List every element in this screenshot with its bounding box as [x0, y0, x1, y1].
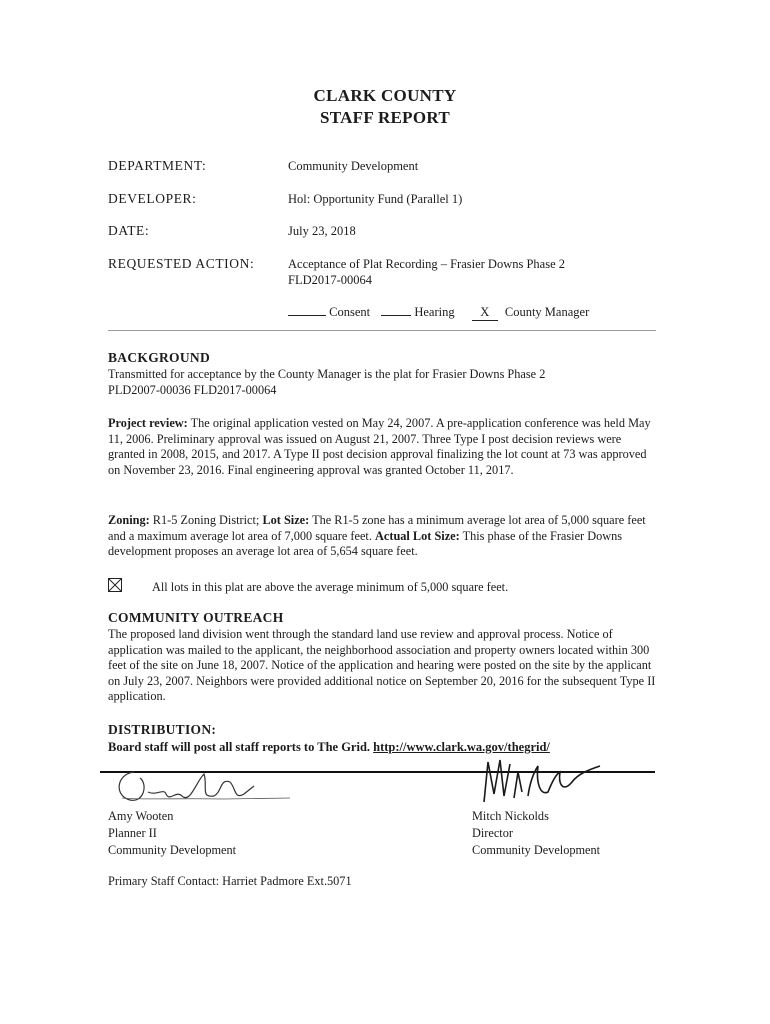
amy-wooten-signature: [104, 752, 294, 812]
actual-lot-size-label: Actual Lot Size:: [375, 528, 460, 543]
zoning-district: R1-5 Zoning District;: [152, 513, 260, 527]
department-label: DEPARTMENT:: [108, 158, 207, 173]
right-signatory: [472, 808, 600, 859]
hearing-option: Hearing: [414, 305, 455, 319]
right-signatory-title: Director: [472, 826, 513, 840]
project-review-text: The original application vested on May 24, 2007. A pre-application conference was held May 11, 2006. Preliminary approval was issued on August 21, 2007. Three Type I post decision reviews were granted in 2008, 2015, and 2017. A Type II post decision approval finalizing the lot count at 73 was approved on November 23, 2016. Final engineering approval was granted October 11, 2017.: [108, 416, 651, 477]
distribution-heading: DISTRIBUTION:: [108, 722, 217, 737]
zoning-label: Zoning:: [108, 513, 150, 527]
background-text: [108, 367, 656, 398]
date-label: DATE:: [108, 223, 150, 238]
distribution-note: Board staff will post all staff reports to The Grid.: [108, 740, 371, 754]
primary-staff-contact: Primary Staff Contact: Harriet Padmore Ext.5071: [108, 874, 352, 888]
requested-action-value: Acceptance of Plat Recording – Frasier Downs Phase 2: [288, 257, 566, 271]
section-divider: [108, 330, 656, 331]
action-options: [288, 303, 589, 321]
project-review-label: Project review:: [108, 416, 188, 430]
background-line2: PLD2007-00036 FLD2017-00064: [108, 382, 277, 397]
report-title-line1: CLARK COUNTY: [313, 86, 457, 105]
checked-checkbox[interactable]: [108, 578, 122, 592]
community-outreach-heading: COMMUNITY OUTREACH: [108, 610, 284, 625]
developer-label: DEVELOPER:: [108, 191, 197, 206]
project-review-paragraph: [108, 416, 656, 478]
background-heading: BACKGROUND: [108, 350, 211, 365]
actual-lot-size-text: This phase of the Frasier Downs development proposes an average lot area of 5,654 square feet.: [108, 528, 623, 558]
left-signatory: [108, 808, 236, 859]
hearing-blank: [381, 303, 411, 316]
checkbox-x-icon: [108, 578, 122, 592]
consent-blank: [288, 303, 326, 316]
community-outreach-text: The proposed land division went through the standard land use review and approval process. Notice of application was mailed to the applicant, the neighborhood association and property owners located within 300 feet of the site on June 18, 2007. Notice of the application and hearing were posted on the site by the applicant on July 23, 2007. Neighbors were provided additional notice on September 20, 2016 for the subsequent Type II application.: [108, 627, 656, 703]
date-value: July 23, 2018: [288, 224, 356, 238]
report-title-line2: STAFF REPORT: [319, 108, 451, 127]
developer-value: Hol: Opportunity Fund (Parallel 1): [288, 192, 463, 206]
county-manager-option: County Manager: [504, 305, 590, 319]
department-value: Community Development: [288, 159, 419, 173]
mitch-nickolds-signature: [478, 752, 608, 810]
lot-size-text: The R1-5 zone has a minimum average lot area of 5,000 square feet and a maximum average lot area of 7,000 square feet.: [108, 513, 646, 543]
zoning-paragraph: [108, 513, 656, 560]
right-signatory-name: Mitch Nickolds: [472, 809, 549, 823]
requested-action-file-number: FLD2017-00064: [288, 273, 373, 287]
checkbox-text: All lots in this plat are above the average minimum of 5,000 square feet.: [152, 580, 509, 594]
the-grid-link[interactable]: http://www.clark.wa.gov/thegrid/: [373, 740, 550, 754]
right-signatory-dept: Community Development: [472, 843, 601, 857]
background-line1: Transmitted for acceptance by the County Manager is the plat for Frasier Downs Phase 2: [108, 367, 546, 381]
left-signatory-dept: Community Development: [108, 843, 237, 857]
left-signatory-name: Amy Wooten: [108, 809, 174, 823]
left-signatory-title: Planner II: [108, 826, 157, 840]
county-manager-mark: X: [472, 305, 498, 321]
consent-option: Consent: [329, 305, 371, 319]
requested-action-label: REQUESTED ACTION:: [108, 256, 255, 271]
lot-size-label: Lot Size:: [262, 513, 310, 527]
